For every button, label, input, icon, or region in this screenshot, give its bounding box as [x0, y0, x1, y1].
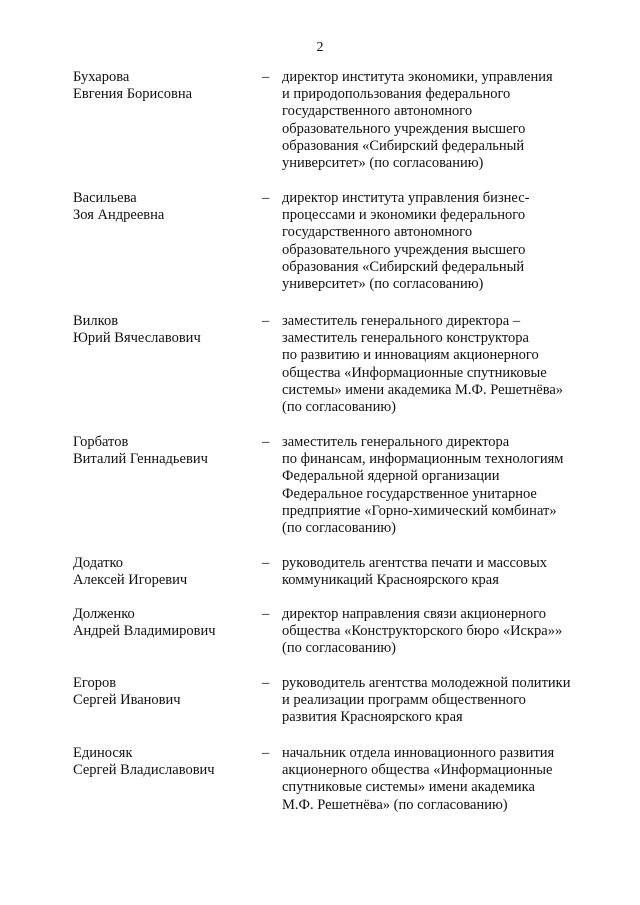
member-surname: Васильева [73, 190, 137, 206]
dash-separator: – [262, 313, 270, 329]
member-name [73, 69, 253, 103]
member-position: руководитель агентства молодежной политики и реализации программ общественного развития Красноярского края [282, 675, 571, 726]
member-surname: Вилков [73, 313, 119, 329]
dash-separator: – [262, 434, 270, 450]
member-given-names: Виталий Геннадьевич [73, 451, 208, 468]
member-given-names: Зоя Андреевна [73, 207, 165, 224]
member-name [73, 745, 253, 779]
member-given-names: Андрей Владимирович [73, 623, 216, 640]
member-position: начальник отдела инновационного развития акционерного общества «Информационные спутниковые системы» имени академика М.Ф. Решетнёва» (по согласованию) [282, 745, 555, 813]
member-position: заместитель генерального директора по финансам, информационным технологиям Федеральной ядерной организации Федеральное государственное унитарное предприятие «Горно-химический комбинат» (по согласованию) [282, 434, 564, 537]
member-name [73, 606, 253, 640]
member-given-names: Алексей Игоревич [73, 572, 188, 589]
dash-separator: – [262, 745, 270, 761]
member-surname: Долженко [73, 606, 135, 622]
member-name [73, 675, 253, 709]
dash-separator: – [262, 190, 270, 206]
member-given-names: Юрий Вячеславович [73, 330, 201, 347]
member-given-names: Сергей Иванович [73, 692, 181, 709]
member-given-names: Сергей Владиславович [73, 762, 215, 779]
member-surname: Додатко [73, 555, 124, 571]
member-position: директор направления связи акционерного общества «Конструкторского бюро «Искра»» (по согласованию) [282, 606, 563, 657]
member-name [73, 555, 253, 589]
member-position: директор института управления бизнес- процессами и экономики федерального государственного автономного образовательного учреждения высшего образования «Сибирский федеральный университет» (по согласованию) [282, 190, 530, 293]
member-name [73, 190, 253, 224]
member-given-names: Евгения Борисовна [73, 86, 193, 103]
member-surname: Егоров [73, 675, 117, 691]
page-number: 2 [316, 40, 324, 55]
dash-separator: – [262, 606, 270, 622]
member-position: заместитель генерального директора – заместитель генерального конструктора по развитию и инновациям акционерного общества «Информационные спутниковые системы» имени академика М.Ф. Решетнёва» (по согласованию) [282, 313, 564, 416]
member-surname: Единосяк [73, 745, 133, 761]
member-position: директор института экономики, управления и природопользования федерального государственного автономного образовательного учреждения высшего образования «Сибирский федеральный университет» (по согласованию) [282, 69, 553, 172]
member-name [73, 434, 253, 468]
dash-separator: – [262, 675, 270, 691]
dash-separator: – [262, 69, 270, 85]
member-surname: Бухарова [73, 69, 130, 85]
member-surname: Горбатов [73, 434, 129, 450]
member-name [73, 313, 253, 347]
dash-separator: – [262, 555, 270, 571]
member-position: руководитель агентства печати и массовых коммуникаций Красноярского края [282, 555, 547, 589]
